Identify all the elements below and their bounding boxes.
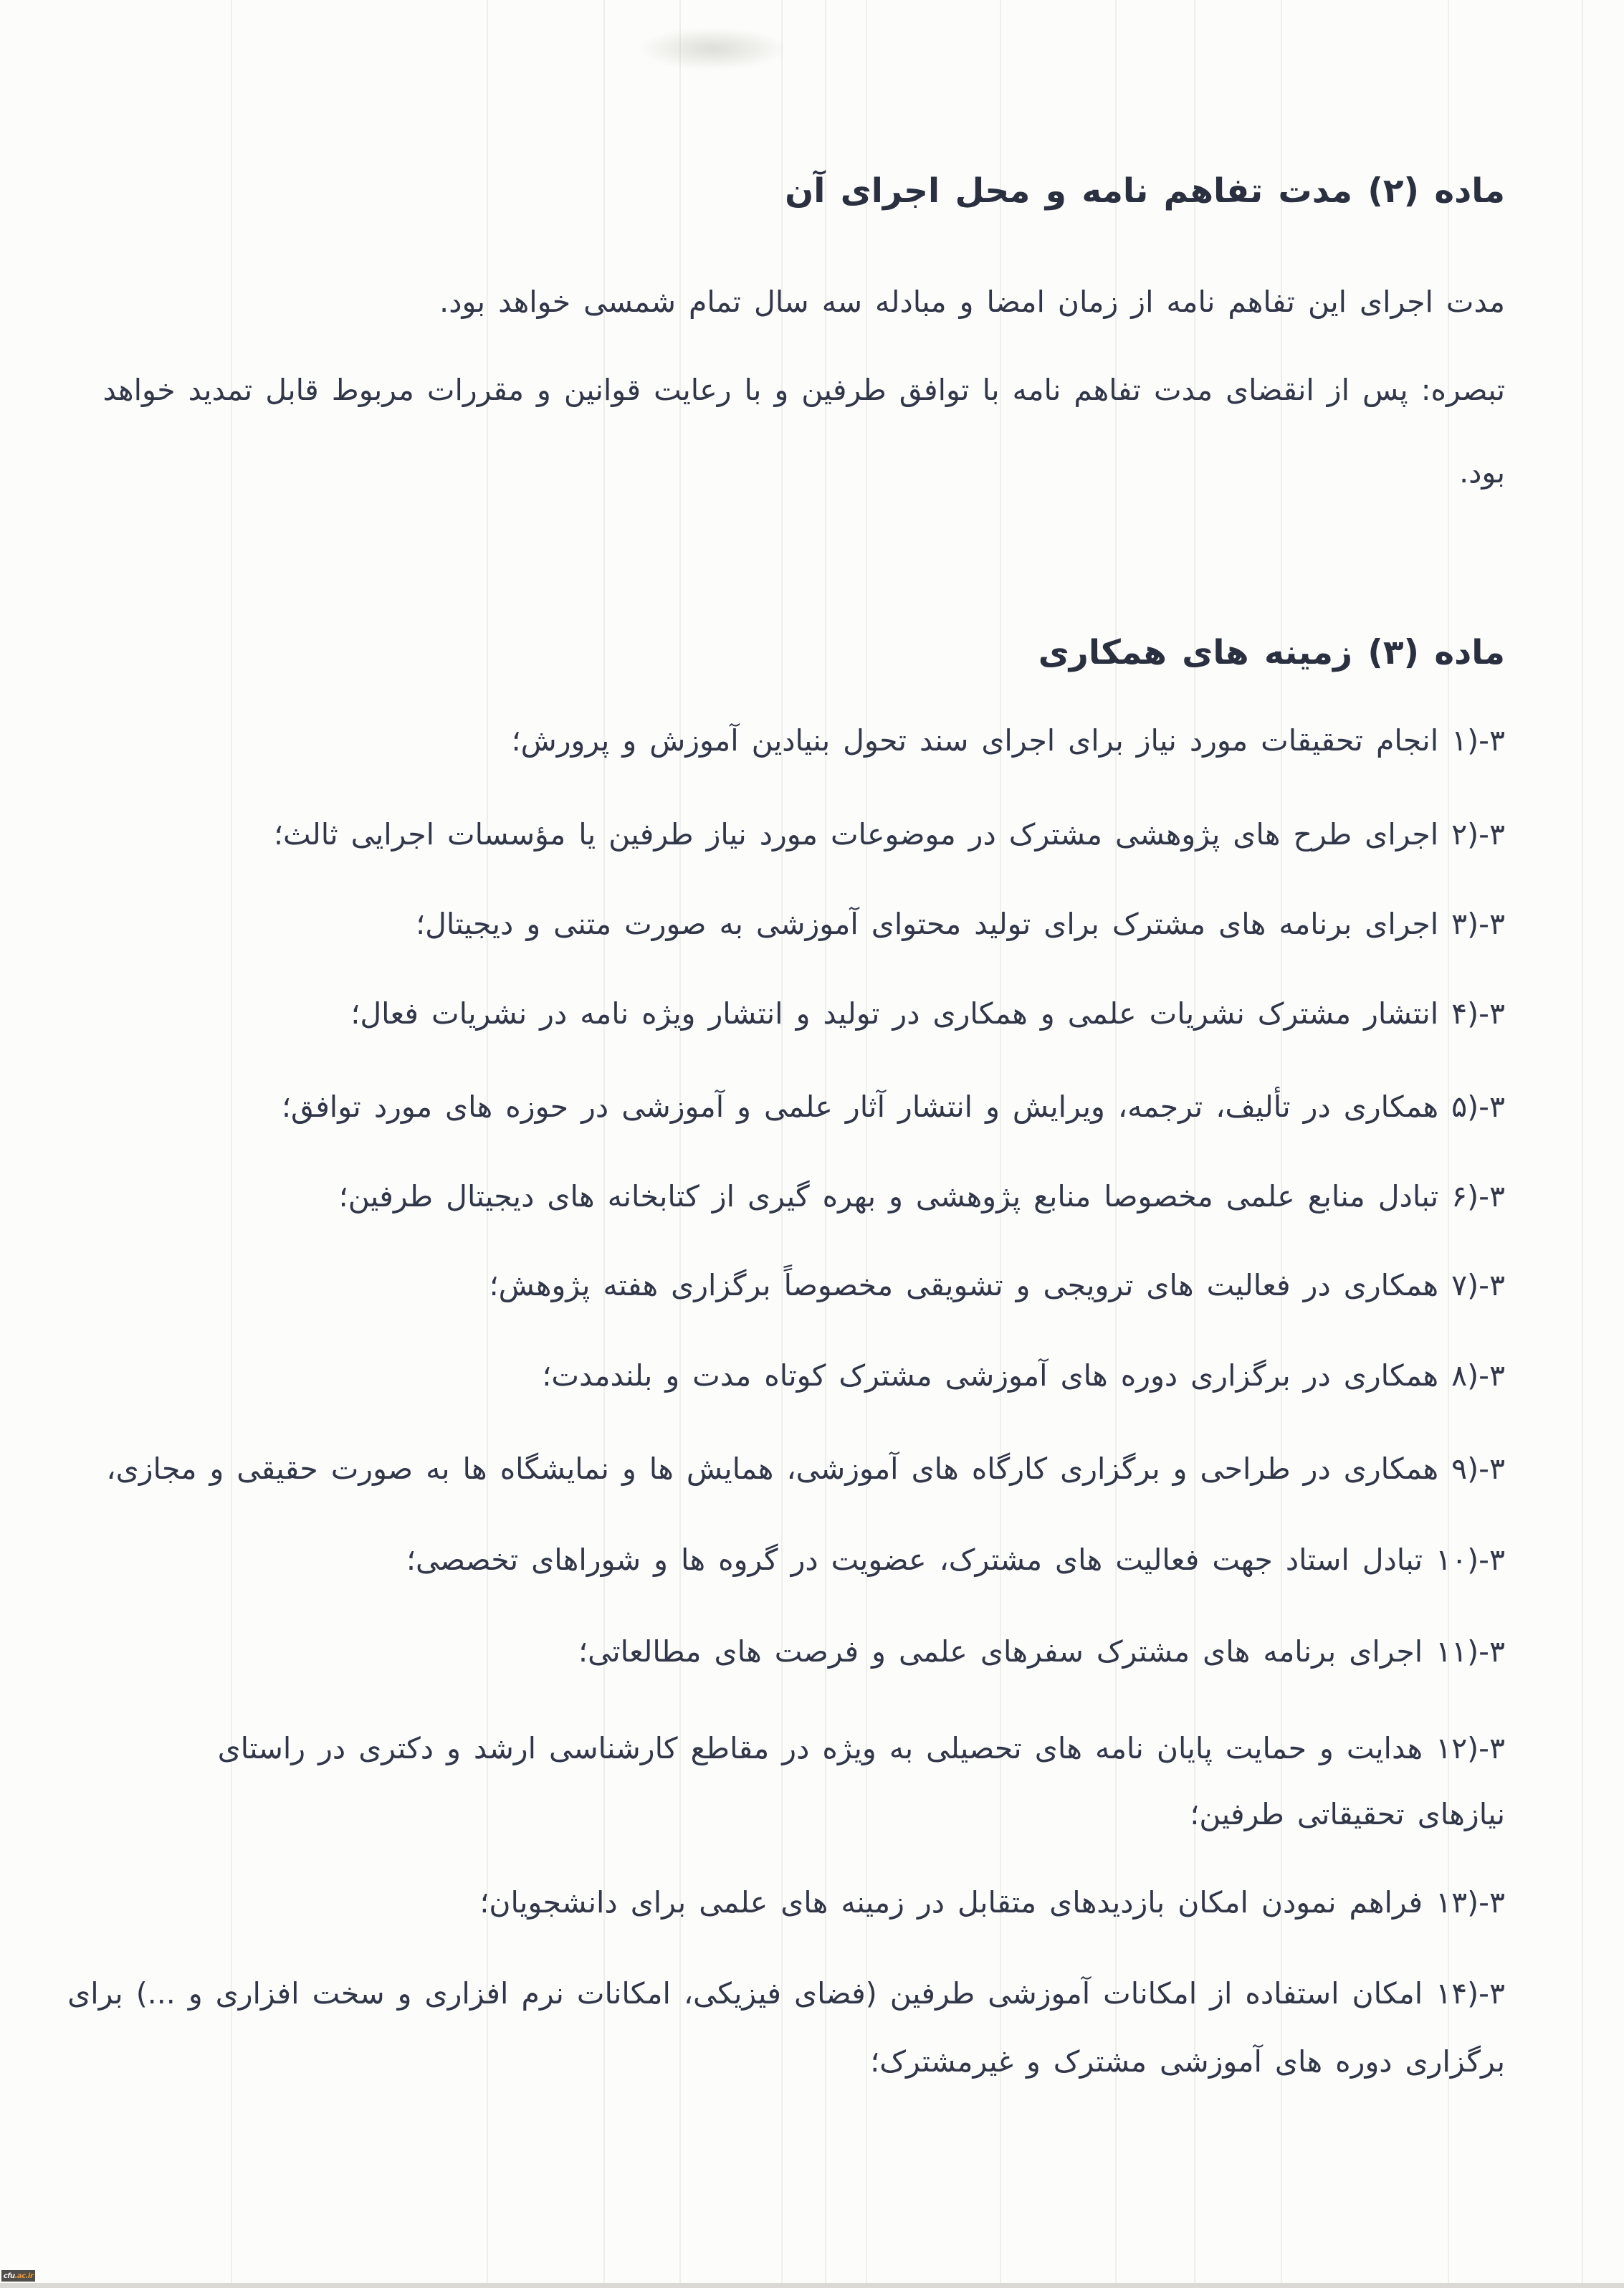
scan-bottom-edge bbox=[0, 2283, 1624, 2288]
article-3-item-14-line-2: برگزاری دوره های آموزشی مشترک و غیرمشترک؛ bbox=[870, 2044, 1505, 2079]
scan-streak bbox=[487, 0, 488, 2288]
scan-streak bbox=[603, 0, 605, 2288]
scan-streak bbox=[1000, 0, 1001, 2288]
article-3-item-12-line-2: نیازهای تحقیقاتی طرفین؛ bbox=[1190, 1797, 1505, 1831]
scan-streak bbox=[1448, 0, 1449, 2288]
scan-streak bbox=[781, 0, 783, 2288]
cfu-watermark-prefix: cfu bbox=[3, 2272, 15, 2280]
scan-smudge bbox=[638, 27, 788, 70]
article-3-item-8: ۳‏-‏۸‎)‎ همکاری در برگزاری دوره های آموزشی مشترک کوتاه مدت و بلندمدت؛ bbox=[542, 1358, 1505, 1393]
article-2-note-line-1: تبصره: پس از انقضای مدت تفاهم نامه با توافق طرفین و با رعایت قوانین و مقررات مربوط قابل تمدید خواهد bbox=[102, 373, 1505, 407]
article-3-item-4: ۳‏-‏۴‎)‎ انتشار مشترک نشریات علمی و همکاری در تولید و انتشار ویژه نامه در نشریات فعال؛ bbox=[350, 996, 1505, 1031]
article-3-item-11: ۳‏-‏۱۱‎)‎ اجرای برنامه های مشترک سفرهای علمی و فرصت های مطالعاتی؛ bbox=[578, 1634, 1505, 1669]
scan-streak bbox=[679, 0, 681, 2288]
article-3-item-12-line-1: ۳‏-‏۱۲‎)‎ هدایت و حمایت پایان نامه های تحصیلی به ویژه در مقاطع کارشناسی ارشد و دکتری در راستای bbox=[217, 1731, 1505, 1765]
article-3-item-10: ۳‏-‏۱۰‎)‎ تبادل استاد جهت فعالیت های مشترک، عضویت در گروه ها و شوراهای تخصصی؛ bbox=[406, 1543, 1505, 1577]
cfu-watermark-suffix: .ac.ir bbox=[14, 2272, 34, 2280]
article-2-note-line-2: بود. bbox=[1459, 455, 1505, 490]
scan-streak bbox=[1582, 0, 1583, 2288]
article-3-item-2: ۳‏-‏۲‎)‎ اجرای طرح های پژوهشی مشترک در موضوعات مورد نیاز طرفین یا مؤسسات اجرایی ثالث؛ bbox=[273, 817, 1505, 852]
article-3-item-1: ۳‏-‏۱‎)‎ انجام تحقیقات مورد نیاز برای اجرای سند تحول بنیادین آموزش و پرورش؛ bbox=[511, 723, 1505, 758]
article-3-heading: ماده (۳) زمینه های همکاری bbox=[1038, 633, 1505, 672]
article-2-paragraph: مدت اجرای این تفاهم نامه از زمان امضا و مبادله سه سال تمام شمسی خواهد بود. bbox=[439, 285, 1505, 319]
scan-streak bbox=[825, 0, 826, 2288]
article-3-item-13: ۳‏-‏۱۳‎)‎ فراهم نمودن امکان بازدیدهای متقابل در زمینه های علمی برای دانشجویان؛ bbox=[479, 1885, 1505, 1920]
article-3-item-5: ۳‏-‏۵‎)‎ همکاری در تألیف، ترجمه، ویرایش و انتشار آثار علمی و آموزشی در حوزه های مورد توافق؛ bbox=[281, 1090, 1505, 1124]
scan-streak bbox=[1281, 0, 1282, 2288]
cfu-watermark bbox=[1, 2270, 35, 2282]
article-3-item-6: ۳‏-‏۶‎)‎ تبادل منابع علمی مخصوصا منابع پژوهشی و بهره گیری از کتابخانه های دیجیتال طرفین؛ bbox=[338, 1179, 1505, 1214]
scan-streak bbox=[1115, 0, 1117, 2288]
article-3-item-14-line-1: ۳‏-‏۱۴‎)‎ امکان استفاده از امکانات آموزشی طرفین (فضای فیزیکی، امکانات نرم افزاری و سخت افزاری و ...) برای bbox=[67, 1976, 1505, 2011]
article-3-item-7: ۳‏-‏۷‎)‎ همکاری در فعالیت های ترویجی و تشویقی مخصوصاً برگزاری هفته پژوهش؛ bbox=[489, 1268, 1505, 1302]
scan-streak bbox=[231, 0, 232, 2288]
article-3-item-3: ۳‏-‏۳‎)‎ اجرای برنامه های مشترک برای تولید محتوای آموزشی به صورت متنی و دیجیتال؛ bbox=[416, 907, 1505, 941]
scan-streak bbox=[866, 0, 867, 2288]
article-3-item-9: ۳‏-‏۹‎)‎ همکاری در طراحی و برگزاری کارگاه های آموزشی، همایش ها و نمایشگاه ها به صورت حقیقی و مجازی، bbox=[106, 1452, 1505, 1486]
article-2-heading: ماده (۲) مدت تفاهم نامه و محل اجرای آن bbox=[785, 171, 1505, 211]
scan-streak bbox=[1194, 0, 1195, 2288]
